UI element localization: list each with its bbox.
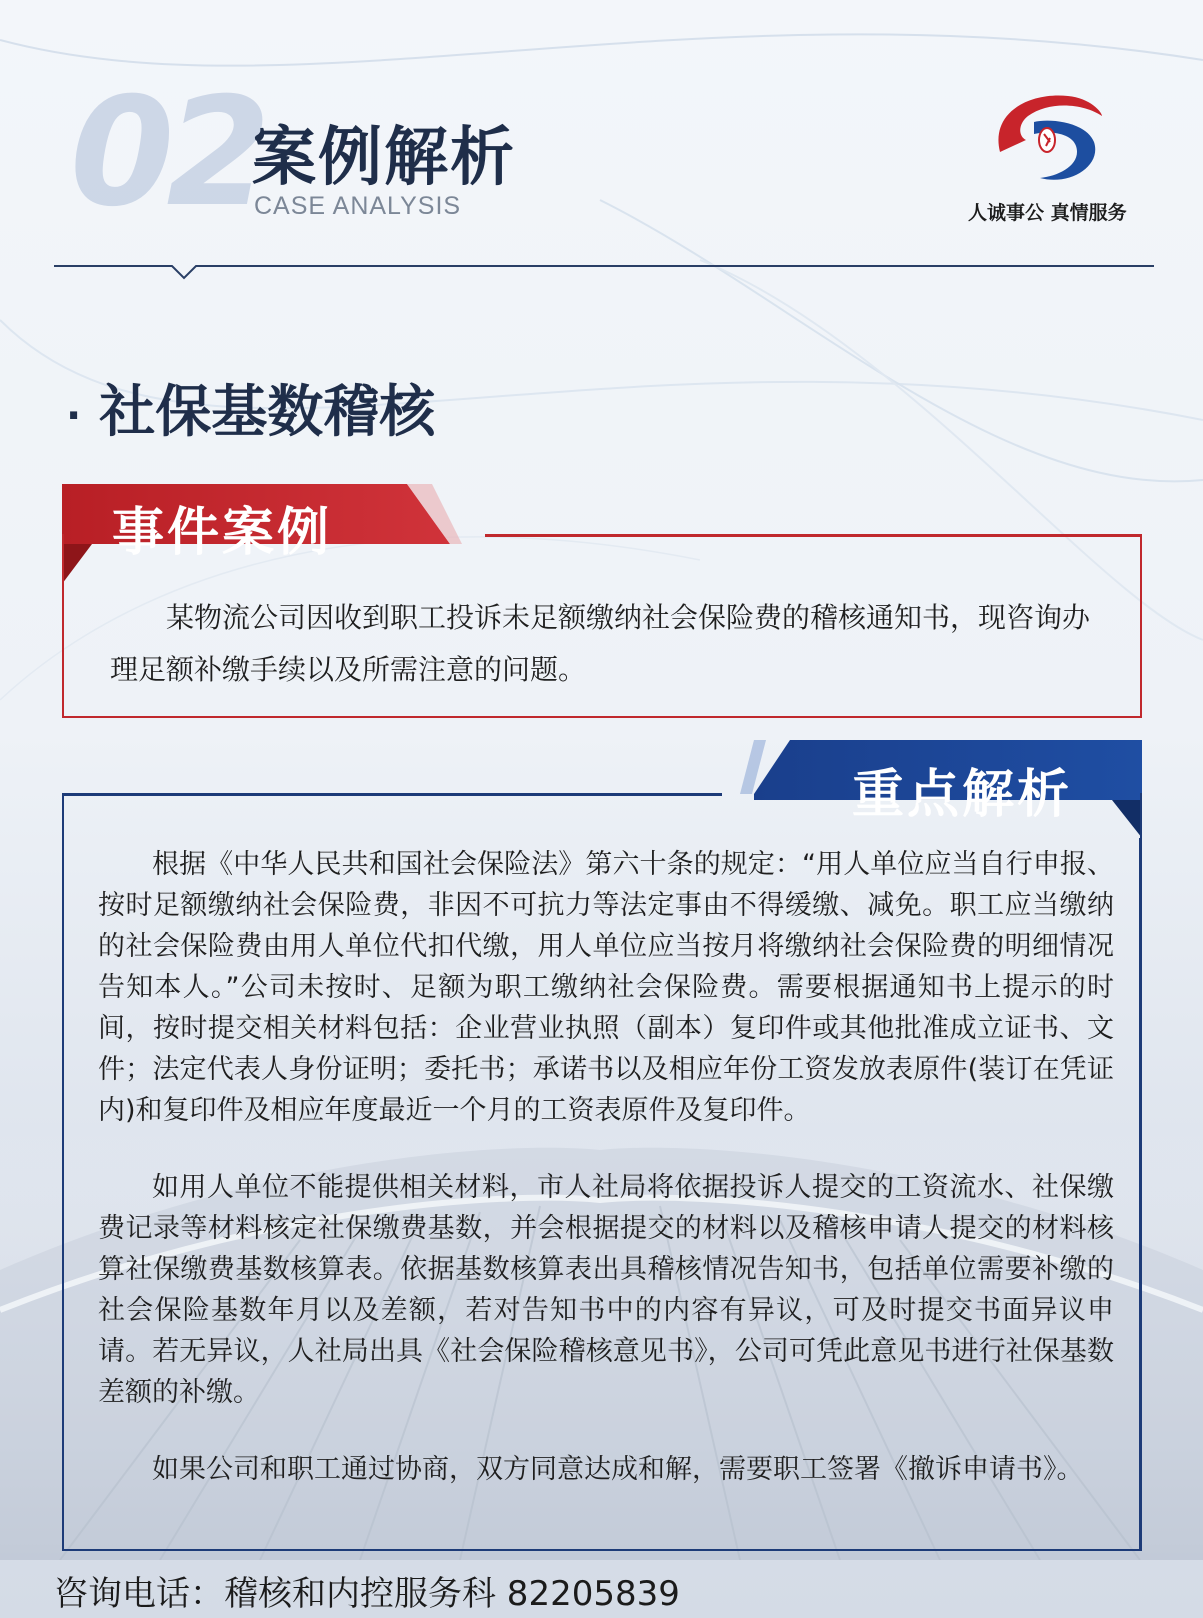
key-analysis-paragraph-1: 根据《中华人民共和国社会保险法》第六十条的规定：“用人单位应当自行申报、按时足额缴纳社会保险费，非因不可抗力等法定事由不得缓缴、减免。职工应当缴纳的社会保险费由用人单位代扣代缴，用人单位应当按月将缴纳社会保险费的明细情况告知本人。”公司未按时、足额为职工缴纳社会保险费。需要根据通知书上提示的时间，按时提交相关材料包括：企业营业执照（副本）复印件或其他批准成立证书、文件；法定代表人身份证明；委托书；承诺书以及相应年份工资发放表原件(装订在凭证内)和复印件及相应年度最近一个月的工资表原件及复印件。 [98,849,1114,1126]
key-analysis-paragraph-2: 如用人单位不能提供相关材料，市人社局将依据投诉人提交的工资流水、社保缴费记录等材料核定社保缴费基数，并会根据提交的材料以及稽核申请人提交的材料核算社保缴费基数核算表。依据基数核算表出具稽核情况告知书，包括单位需要补缴的社会保险基数年月以及差额，若对告知书中的内容有异议，可及时提交书面异议申请。若无异议，人社局出具《社会保险稽核意见书》，公司可凭此意见书进行社保基数差额的补缴。 [98,1172,1114,1408]
key-analysis-label: 重点解析 [852,765,1073,825]
key-analysis-right-border [1139,838,1142,1551]
bullet-icon: · [66,392,82,439]
event-case-paragraph: 某物流公司因收到职工投诉未足额缴纳社会保险费的稽核通知书，现咨询办理足额补缴手续以及所需注意的问题。 [110,601,1091,686]
company-logo-icon [990,82,1110,192]
page-title: 案例解析 [252,121,516,195]
contact-phone: 咨询电话：稽核和内控服务科 82205839 [54,1574,680,1614]
logo-slogan: 人诚事公 真情服务 [968,202,1127,224]
event-case-label: 事件案例 [112,503,333,563]
header-divider [54,262,1154,292]
section-number: 02 [70,66,263,240]
key-analysis-text [98,844,1114,1490]
section-title [66,368,435,448]
section-title-text: 社保基数稽核 [99,380,436,445]
page-subtitle: CASE ANALYSIS [254,192,462,220]
key-analysis-paragraph-3: 如果公司和职工通过协商，双方同意达成和解，需要职工签署《撤诉申请书》。 [152,1454,1084,1485]
event-case-text [110,592,1110,696]
